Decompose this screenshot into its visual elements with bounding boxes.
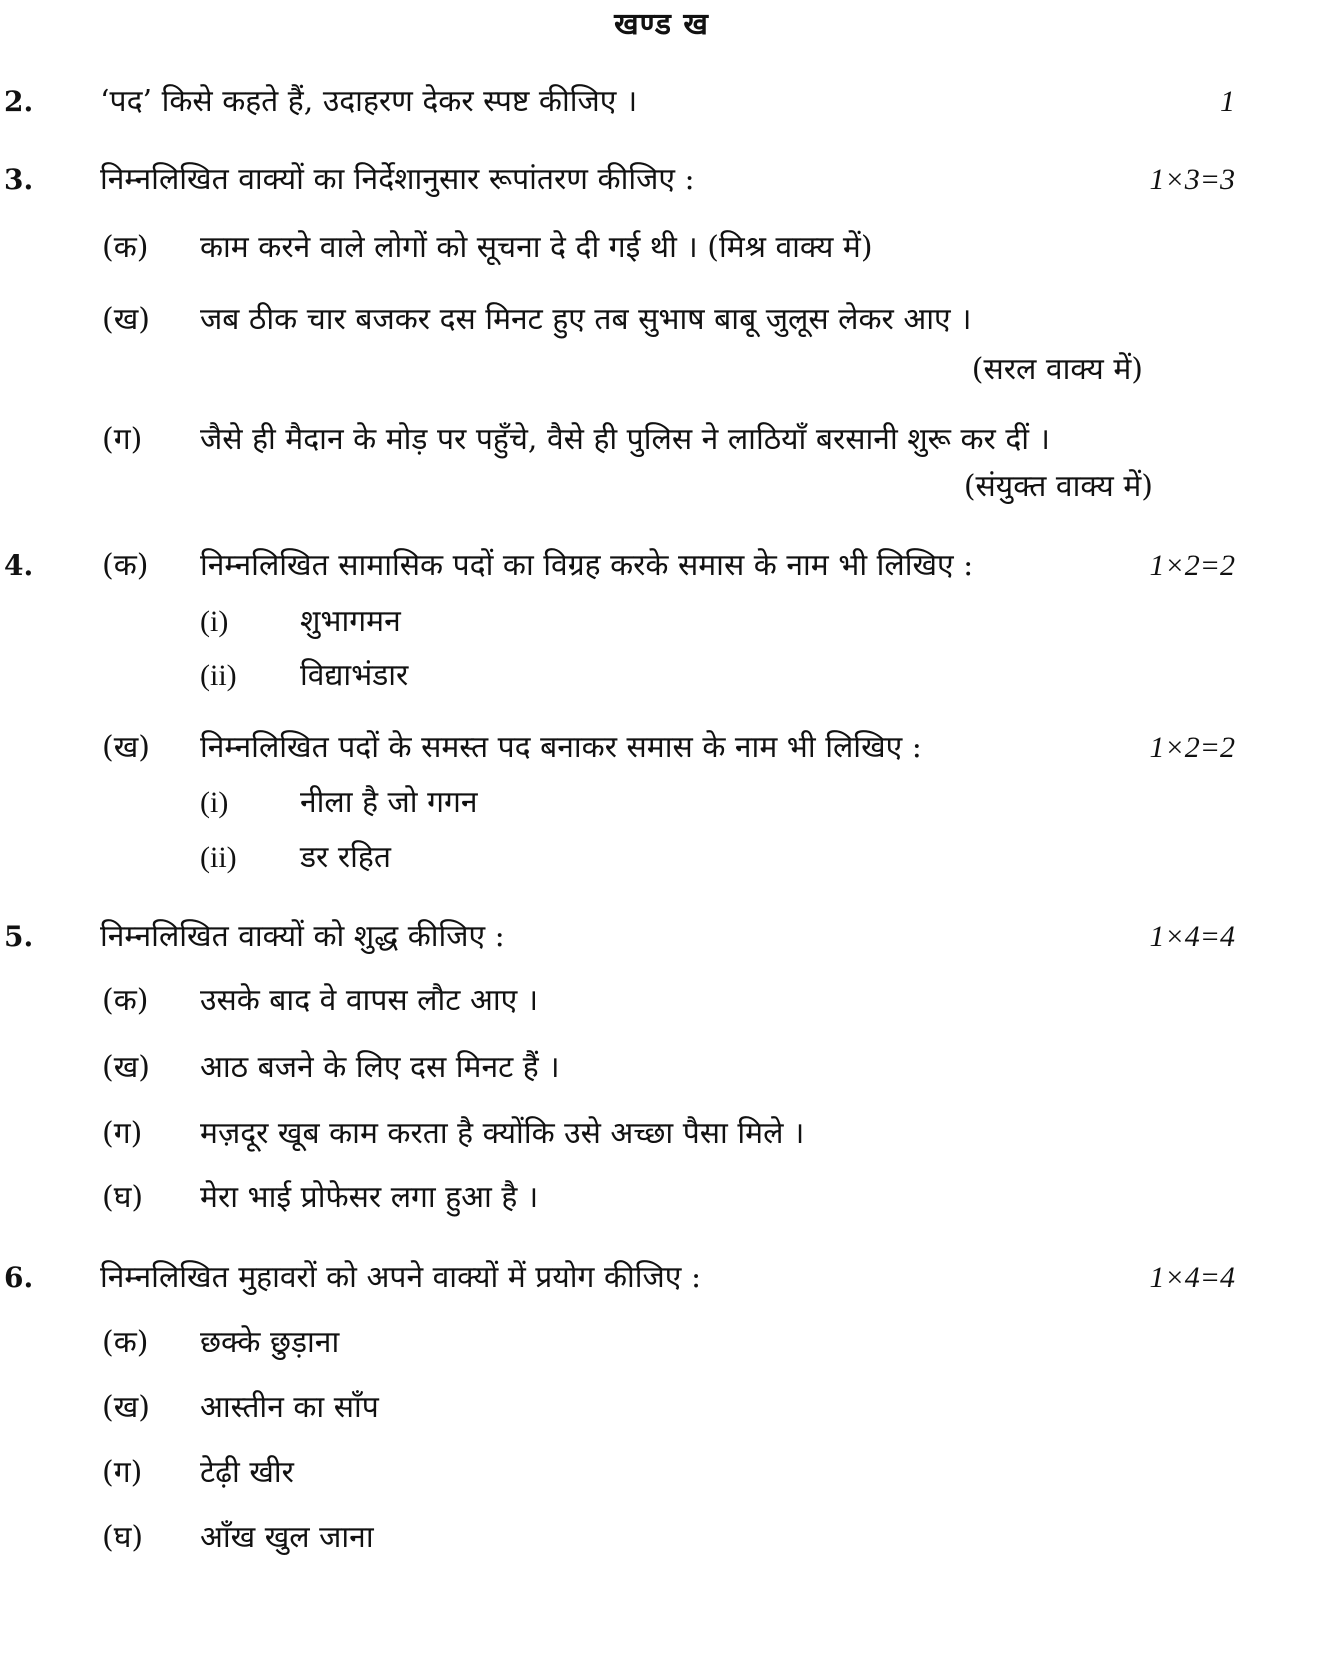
item-text: नीला है जो गगन: [300, 785, 478, 820]
item-hint: (संयुक्त वाक्य में): [963, 469, 1153, 504]
question-text: ‘पद’ किसे कहते हैं, उदाहरण देकर स्पष्ट कीजिए ।: [100, 84, 638, 119]
item-label: (घ): [102, 1180, 144, 1215]
question-text: निम्नलिखित वाक्यों का निर्देशानुसार रूपांतरण कीजिए :: [100, 162, 695, 197]
item-label: (ii): [200, 659, 237, 692]
item-label: (क): [102, 548, 149, 583]
item-text: आस्तीन का साँप: [200, 1390, 379, 1425]
item-text: उसके बाद वे वापस लौट आए ।: [200, 983, 539, 1018]
question-marks: 1×4=4: [1149, 920, 1235, 953]
item-text: डर रहित: [300, 840, 391, 875]
question-marks: 1×4=4: [1149, 1261, 1235, 1294]
item-label: (ख): [102, 1050, 150, 1085]
question-number: 5.: [4, 920, 34, 953]
item-label: (ख): [102, 1390, 150, 1425]
item-label: (i): [200, 786, 229, 819]
item-label: (ग): [102, 1116, 143, 1151]
item-text: जब ठीक चार बजकर दस मिनट हुए तब सुभाष बाबू जुलूस लेकर आए ।: [200, 302, 972, 337]
question-marks: 1×2=2: [1149, 549, 1235, 582]
item-label: (क): [102, 230, 149, 265]
item-hint: (सरल वाक्य में): [971, 352, 1143, 387]
item-text: मज़दूर खूब काम करता है क्योंकि उसे अच्छा पैसा मिले ।: [200, 1116, 805, 1151]
item-label: (ग): [102, 1455, 143, 1490]
question-marks: 1: [1220, 85, 1235, 118]
item-label: (ग): [102, 422, 143, 457]
question-text: निम्नलिखित सामासिक पदों का विग्रह करके समास के नाम भी लिखिए :: [200, 548, 974, 583]
item-label: (ख): [102, 730, 150, 765]
question-text: निम्नलिखित मुहावरों को अपने वाक्यों में प्रयोग कीजिए :: [100, 1260, 702, 1295]
item-text: आठ बजने के लिए दस मिनट हैं ।: [200, 1050, 560, 1085]
item-text: आँख खुल जाना: [200, 1520, 374, 1555]
item-text: छक्के छुड़ाना: [200, 1325, 340, 1360]
item-label: (i): [200, 605, 229, 638]
question-number: 4.: [4, 549, 34, 582]
item-label: (क): [102, 983, 149, 1018]
section-title: खण्ड ख: [614, 7, 709, 42]
item-label: (घ): [102, 1520, 144, 1555]
item-text: टेढ़ी खीर: [200, 1455, 294, 1490]
question-number: 3.: [4, 163, 34, 196]
question-text: निम्नलिखित पदों के समस्त पद बनाकर समास के नाम भी लिखिए :: [200, 730, 922, 765]
item-text: विद्याभंडार: [300, 658, 409, 693]
item-label: (ख): [102, 302, 150, 337]
item-label: (क): [102, 1325, 149, 1360]
question-marks: 1×2=2: [1149, 731, 1235, 764]
item-label: (ii): [200, 841, 237, 874]
item-text: काम करने वाले लोगों को सूचना दे दी गई थी । (मिश्र वाक्य में): [200, 230, 873, 265]
question-marks: 1×3=3: [1149, 163, 1235, 196]
question-number: 2.: [4, 85, 34, 118]
item-text: जैसे ही मैदान के मोड़ पर पहुँचे, वैसे ही पुलिस ने लाठियाँ बरसानी शुरू कर दीं ।: [200, 422, 1050, 457]
item-text: शुभागमन: [300, 604, 401, 639]
question-number: 6.: [4, 1261, 34, 1294]
question-text: निम्नलिखित वाक्यों को शुद्ध कीजिए :: [100, 919, 505, 954]
item-text: मेरा भाई प्रोफेसर लगा हुआ है ।: [200, 1180, 539, 1215]
